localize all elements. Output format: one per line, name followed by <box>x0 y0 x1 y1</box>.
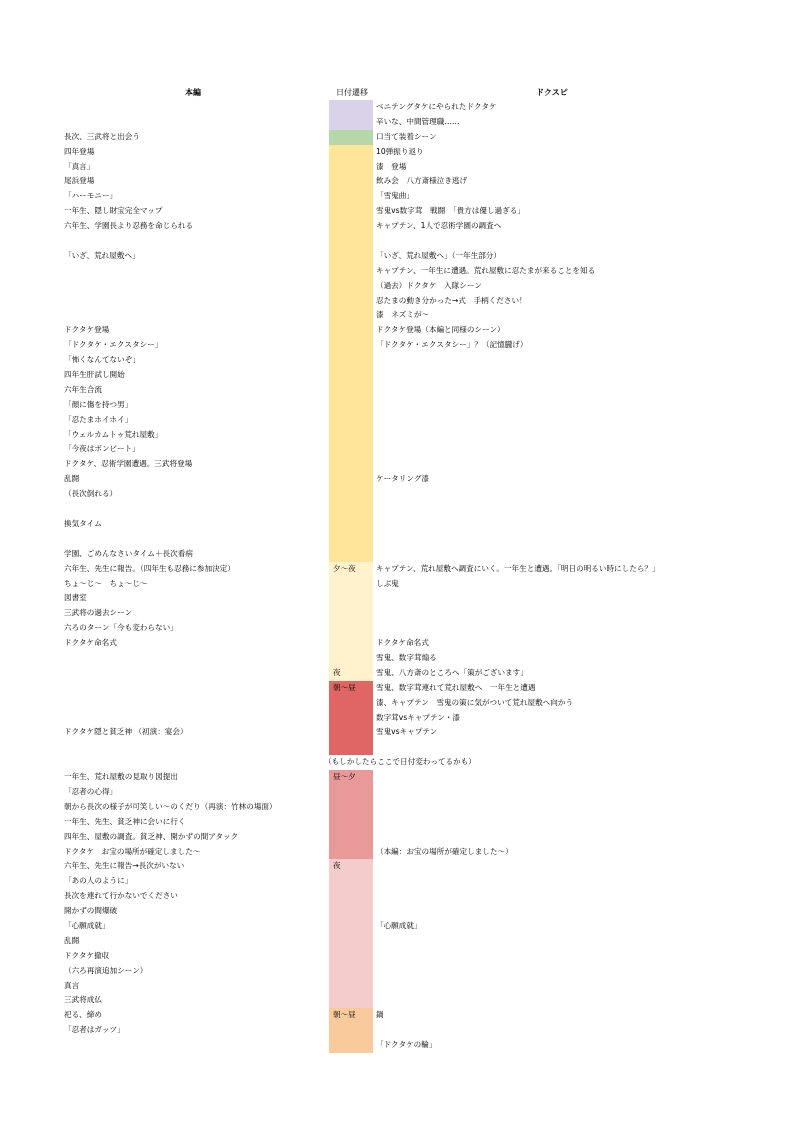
date-cell <box>329 859 373 874</box>
main-cell: 「忍者の心得」 <box>64 786 118 796</box>
main-cell: ドクタケ命名式 <box>64 638 117 648</box>
table-row <box>0 666 800 681</box>
date-cell <box>329 800 373 815</box>
table-row <box>0 145 800 160</box>
date-cell <box>329 338 373 353</box>
table-row <box>0 785 800 800</box>
date-cell <box>329 442 373 457</box>
table-row <box>0 725 800 740</box>
table-row <box>0 636 800 651</box>
header-date: 日付遷移 <box>336 88 368 97</box>
date-cell <box>329 591 373 606</box>
table-row <box>0 160 800 175</box>
main-cell: 「心願成就」 <box>64 920 110 930</box>
table-row <box>0 353 800 368</box>
date-cell <box>329 577 373 592</box>
main-cell: ドクタケ隠と貧乏神 （初演：宴会） <box>64 727 188 737</box>
spinoff-cell: 「いざ、荒れ屋敷へ」（一年生部分） <box>376 250 501 260</box>
main-cell: 六ろのターン「今も変わらない」 <box>64 623 178 633</box>
spinoff-cell: 雪鬼vs数字茸 戦闘 「貴方は優し過ぎる」 <box>376 206 525 216</box>
date-cell <box>329 934 373 949</box>
table-row <box>0 502 800 517</box>
date-cell <box>329 428 373 443</box>
date-cell <box>329 964 373 979</box>
date-cell <box>329 353 373 368</box>
main-cell: 「忍たまホイホイ」 <box>64 414 133 424</box>
table-row <box>0 279 800 294</box>
table-row <box>0 919 800 934</box>
main-cell: ちょ～じ～ ちょ～じ～ <box>64 578 148 588</box>
date-cell <box>329 1038 373 1053</box>
date-cell <box>329 294 373 309</box>
spinoff-cell: 雪鬼、数字茸煽る <box>376 652 437 662</box>
main-cell: 六年生、先生に報告。（四年生も忍務に参加決定） <box>64 563 235 573</box>
date-cell <box>329 502 373 517</box>
date-cell <box>329 264 373 279</box>
spinoff-cell: 雪鬼、八方斎のところへ「策がございます」 <box>376 667 528 677</box>
date-cell <box>329 100 373 115</box>
main-cell: 「今夜はボンビート」 <box>64 444 140 454</box>
date-cell <box>329 874 373 889</box>
table-row <box>0 740 800 755</box>
spinoff-cell: 雪鬼vsキャプテン <box>376 727 438 737</box>
date-label: 朝～昼 <box>333 682 356 692</box>
table-row <box>0 681 800 696</box>
date-cell <box>329 1008 373 1023</box>
date-cell <box>329 219 373 234</box>
table-row <box>0 532 800 547</box>
spinoff-cell: 辛いな、中間管理職…… <box>376 116 460 126</box>
main-cell: 一年生、先生、貧乏神に会いに行く <box>64 816 186 826</box>
spinoff-cell: しぶ鬼 <box>376 578 399 588</box>
date-cell <box>329 413 373 428</box>
table-row <box>0 949 800 964</box>
spinoff-cell: ドクタケ登場（本編と同様のシーン） <box>376 325 505 335</box>
date-label: 夜 <box>333 667 341 677</box>
main-cell: ドクタケ お宝の場所が確定しました～ <box>64 846 201 856</box>
spinoff-cell: （過去）ドクタケ 入隊シーン <box>376 280 482 290</box>
main-cell: 長次を連れて行かないでください <box>64 891 178 901</box>
main-cell: 四年生肝試し開始 <box>64 370 125 380</box>
date-cell <box>329 740 373 755</box>
spinoff-cell: ケータリング漆 <box>376 474 430 484</box>
date-cell <box>329 115 373 130</box>
spinoff-cell: （本編：お宝の場所が確定しました～） <box>376 846 513 856</box>
main-cell: 「顔に傷を持つ男」 <box>64 399 133 409</box>
table-row <box>0 264 800 279</box>
header-spinoff: ドクスピ <box>536 88 568 97</box>
date-cell <box>329 308 373 323</box>
date-cell <box>329 160 373 175</box>
table-row <box>0 1038 800 1053</box>
table-row <box>0 457 800 472</box>
table-row <box>0 100 800 115</box>
main-cell: 「いざ、荒れ屋敷へ」 <box>64 250 140 260</box>
table-row <box>0 472 800 487</box>
table-row <box>0 442 800 457</box>
spinoff-cell: キャプテン、一年生に遭遇。荒れ屋敷に忍たまが来ることを知る <box>376 265 596 275</box>
table-row <box>0 234 800 249</box>
main-cell: 「ハーモニー」 <box>64 191 118 201</box>
table-row <box>0 368 800 383</box>
table-row <box>0 383 800 398</box>
table-row <box>0 859 800 874</box>
table-row <box>0 1008 800 1023</box>
main-cell: 六年生、先生に報告→長次がいない <box>64 861 185 871</box>
main-cell: 長次、三武将と出会う <box>64 131 140 141</box>
table-row <box>0 204 800 219</box>
date-cell <box>329 189 373 204</box>
spinoff-cell: 口当て装着シーン <box>376 131 437 141</box>
spinoff-cell: ベニテングタケにやられたドクタケ <box>376 102 497 111</box>
table-row <box>0 338 800 353</box>
date-cell <box>329 725 373 740</box>
date-cell <box>329 174 373 189</box>
date-cell <box>329 234 373 249</box>
spinoff-cell: 鍋 <box>376 1010 384 1020</box>
spinoff-cell: 雪鬼、数字茸連れて荒れ屋敷へ 一年生と遭遇 <box>376 682 536 692</box>
date-cell <box>329 517 373 532</box>
main-cell: 「ドクタケ・エクスタシー」 <box>64 340 163 350</box>
main-cell: 六年生、学園長より忍務を命じられる <box>64 221 194 231</box>
date-cell <box>329 830 373 845</box>
main-cell: ドクタケ登場 <box>64 325 110 335</box>
table-row <box>0 979 800 994</box>
spinoff-cell: 漆、キャプテン 雪鬼の策に気がついて荒れ屋敷へ向かう <box>376 697 574 707</box>
table-row <box>0 517 800 532</box>
table-row <box>0 904 800 919</box>
main-cell: 四年登場 <box>64 146 95 156</box>
spinoff-cell: 飲み会 八方斎様泣き逃げ <box>376 176 468 186</box>
main-cell: 尾浜登場 <box>64 176 95 186</box>
main-cell: 「あの人のように」 <box>64 876 133 886</box>
table-row <box>0 115 800 130</box>
spinoff-cell: 数字茸vsキャプテン・漆 <box>376 712 461 722</box>
date-cell <box>329 487 373 502</box>
table-row <box>0 964 800 979</box>
spinoff-cell: 「ドクタケ・エクスタシー」？（記憶朧げ） <box>376 340 528 350</box>
date-cell <box>329 696 373 711</box>
table-row <box>0 1023 800 1038</box>
main-cell: 学園、ごめんなさいタイム＋長次看病 <box>64 548 193 558</box>
table-row <box>0 889 800 904</box>
date-cell <box>329 770 373 785</box>
table-row <box>0 874 800 889</box>
date-cell <box>329 666 373 681</box>
spinoff-cell: 「心願成就」 <box>376 920 422 930</box>
table-row <box>0 562 800 577</box>
main-cell: 「ウェルカムトゥ荒れ屋敷」 <box>64 429 163 439</box>
date-label: 昼～夕 <box>333 772 356 782</box>
date-cell <box>329 249 373 264</box>
table-row <box>0 934 800 949</box>
table-row <box>0 413 800 428</box>
main-cell: （長次倒れる） <box>64 489 118 499</box>
spinoff-cell: 忍たまの動き分かった→式 手柄ください！ <box>376 295 527 305</box>
date-cell <box>329 368 373 383</box>
main-cell: 六年生合流 <box>64 384 102 394</box>
table-row <box>0 830 800 845</box>
main-cell: 四年生、屋敷の調査。貧乏神、開かずの間アタック <box>64 831 239 841</box>
date-label: 夕～夜 <box>333 563 356 573</box>
spinoff-cell: 漆 登場 <box>376 161 407 171</box>
main-cell: 三武将成仏 <box>64 995 102 1005</box>
table-row <box>0 711 800 726</box>
table-row <box>0 487 800 502</box>
date-cell <box>329 323 373 338</box>
date-cell <box>329 130 373 145</box>
date-cell <box>329 145 373 160</box>
main-cell: 真言 <box>64 980 80 990</box>
table-row <box>0 398 800 413</box>
main-cell: 開かずの間爆破 <box>64 906 118 916</box>
main-cell: 乱闘 <box>64 474 80 484</box>
date-cell <box>329 562 373 577</box>
timeline-table <box>0 100 800 1053</box>
main-cell: 「真言」 <box>64 161 95 171</box>
table-row <box>0 800 800 815</box>
spinoff-cell: キャプテン、1人で忍術学園の調査へ <box>376 221 502 231</box>
table-row <box>0 174 800 189</box>
main-cell: （六ろ再演追加シーン） <box>64 965 148 975</box>
table-row <box>0 651 800 666</box>
table-row <box>0 219 800 234</box>
spinoff-cell: 漆 ネズミが～ <box>376 310 430 320</box>
table-row <box>0 249 800 264</box>
date-cell <box>329 472 373 487</box>
spinoff-cell: 「雪鬼曲」 <box>376 191 414 201</box>
date-cell <box>329 651 373 666</box>
date-cell <box>329 889 373 904</box>
main-cell: 朝から長次の様子が可笑しい～のくだり（再演：竹林の場面） <box>64 801 277 811</box>
date-change-note: （もしかしたらここで日付変わってるかも） <box>324 757 476 767</box>
date-cell <box>329 606 373 621</box>
date-cell <box>329 785 373 800</box>
date-cell <box>329 845 373 860</box>
main-cell: 一年生、荒れ屋敷の見取り図提出 <box>64 772 178 782</box>
table-row <box>0 294 800 309</box>
spinoff-cell: 10弾振り返り <box>376 146 424 156</box>
table-row <box>0 577 800 592</box>
date-cell <box>329 979 373 994</box>
table-row <box>0 591 800 606</box>
date-cell <box>329 904 373 919</box>
main-cell: 祀る、締め <box>64 1010 102 1020</box>
spinoff-cell: ドクタケ命名式 <box>376 638 429 648</box>
main-cell: 換気タイム <box>64 518 102 528</box>
date-cell <box>329 919 373 934</box>
main-cell: 乱闘 <box>64 935 80 945</box>
table-row <box>0 993 800 1008</box>
date-cell <box>329 993 373 1008</box>
table-row <box>0 606 800 621</box>
main-cell: ドクタケ撤収 <box>64 950 110 960</box>
date-cell <box>329 815 373 830</box>
table-row <box>0 770 800 785</box>
main-cell: 図書室 <box>64 593 87 603</box>
table-row <box>0 130 800 145</box>
table-row <box>0 428 800 443</box>
date-cell <box>329 1023 373 1038</box>
date-cell <box>329 547 373 562</box>
date-cell <box>329 532 373 547</box>
main-cell: 三武将の過去シーン <box>64 608 133 618</box>
date-cell <box>329 681 373 696</box>
main-cell: 「忍者はガッツ」 <box>64 1025 125 1035</box>
main-cell: ドクタケ、忍術学園遭遇。三武将登場 <box>64 459 193 469</box>
date-label: 夜 <box>333 861 341 871</box>
table-row <box>0 308 800 323</box>
table-row <box>0 845 800 860</box>
main-cell: 一年生、隠し財宝完全マップ <box>64 206 163 216</box>
date-cell <box>329 711 373 726</box>
main-cell: 「怖くなんてないぞ」 <box>64 355 140 365</box>
table-row <box>0 696 800 711</box>
date-cell <box>329 949 373 964</box>
date-cell <box>329 279 373 294</box>
table-row <box>0 547 800 562</box>
date-cell <box>329 383 373 398</box>
date-cell <box>329 621 373 636</box>
spinoff-cell: キャプテン、荒れ屋敷へ調査にいく。一年生と遭遇。「明日の明るい時にしたら？」 <box>376 563 660 573</box>
header-main: 本編 <box>185 88 201 97</box>
table-row <box>0 621 800 636</box>
date-cell <box>329 457 373 472</box>
spinoff-cell: 「ドクタケの輪」 <box>376 1040 437 1050</box>
table-row <box>0 323 800 338</box>
date-cell <box>329 204 373 219</box>
table-row <box>0 815 800 830</box>
date-cell <box>329 398 373 413</box>
table-row <box>0 189 800 204</box>
date-label: 朝～昼 <box>333 1010 356 1020</box>
note-row <box>0 755 800 770</box>
date-cell <box>329 636 373 651</box>
